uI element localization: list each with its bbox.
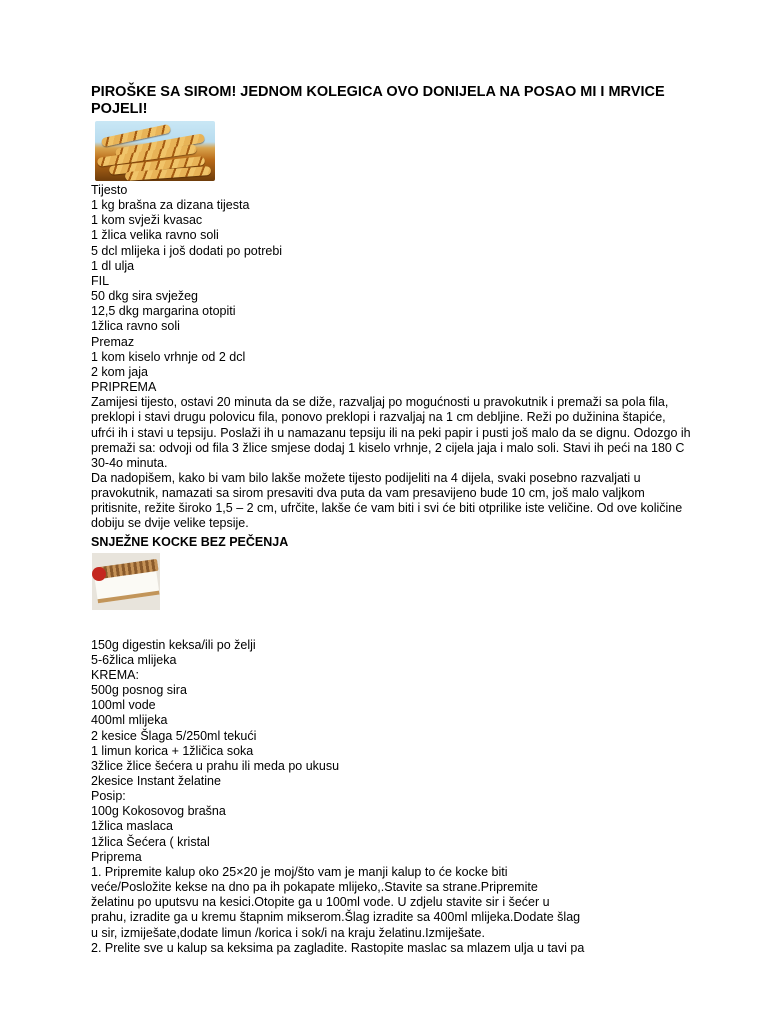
- ingredients-list-2: [91, 638, 691, 865]
- ingredient-line: 3žlice žlice šećera u prahu ili meda po ukusu: [91, 758, 340, 773]
- ingredient-line: 2kesice Instant želatine: [91, 774, 221, 788]
- section-heading: Premaz: [91, 334, 135, 349]
- ingredient-line: 1žlica maslaca: [91, 819, 173, 834]
- ingredient-line: 1 žlica velika ravno soli: [91, 228, 219, 243]
- preparation-paragraph: Zamijesi tijesto, ostavi 20 minuta da se diže, razvaljaj po mogućnosti u pravokutnik i premaži sa pola fila, preklopi i stavi drugu polovicu fila, ponovo preklopi i razvaljaj na 1 cm debljine. Reži po dužinina štapiće, ufrći ih i stavi u tepsiju. Poslaži ih u namazanu tepsiju ili na peki papir i pusti još malo da se dignu. Odozgo ih premaži sa: odvoji od fila 3 žlice smjese dodaj 1 kiselo vrhnje, 2 cijela jaja i malo soli. Stavi ih peći na 180 C 30-4o minuta.: [91, 395, 691, 470]
- section-heading: FIL: [91, 273, 110, 288]
- preparation-steps: [91, 865, 691, 956]
- recipe-title: SNJEŽNE KOCKE BEZ PEČENJA: [91, 534, 289, 549]
- step-line: u sir, izmiješate,dodate limun /korica i sok/i na kraju želatinu.Izmiješate.: [91, 925, 485, 940]
- ingredient-line: 1 kom svježi kvasac: [91, 213, 203, 228]
- ingredient-line: 50 dkg sira svježeg: [91, 289, 199, 304]
- ingredient-line: 100ml vode: [91, 698, 156, 713]
- ingredient-line: 150g digestin keksa/ili po želji: [91, 637, 256, 652]
- section-heading: Priprema: [91, 849, 142, 864]
- section-heading: PRIPREMA: [91, 380, 157, 395]
- ingredient-line: 2 kesice Šlaga 5/250ml tekući: [91, 728, 257, 743]
- ingredient-line: 5-6žlica mlijeka: [91, 652, 177, 667]
- ingredient-line: 400ml mlijeka: [91, 713, 168, 728]
- piroske-photo: [95, 121, 215, 181]
- ingredient-line: 1žlica Šećera ( kristal: [91, 834, 210, 849]
- step-line: prahu, izradite ga u kremu štapnim mikserom.Šlag izradite sa 400ml mlijeka.Dodate šlag: [91, 910, 581, 925]
- ingredient-line: 5 dcl mlijeka i još dodati po potrebi: [91, 243, 283, 258]
- ingredient-line: 100g Kokosovog brašna: [91, 804, 226, 819]
- ingredient-line: 2 kom jaja: [91, 364, 148, 379]
- document-page: [91, 84, 691, 956]
- recipe-title: PIROŠKE SA SIROM! JEDNOM KOLEGICA OVO DONIJELA NA POSAO MI I MRVICE POJELI!: [91, 84, 665, 117]
- step-line: 2. Prelite sve u kalup sa keksima pa zagladite. Rastopite maslac sa mlazem ulja u tavi pa: [91, 940, 585, 955]
- ingredient-line: 1 limun korica + 1žličica soka: [91, 743, 254, 758]
- step-line: 1. Pripremite kalup oko 25×20 je moj/što vam je manji kalup to će kocke biti: [91, 864, 508, 879]
- ingredient-line: 12,5 dkg margarina otopiti: [91, 304, 236, 319]
- ingredient-line: 1 kg brašna za dizana tijesta: [91, 198, 250, 213]
- step-line: želatinu po uputsvu na kesici.Otopite ga u 100ml vode. U zdjelu stavite sir i šećer u: [91, 895, 550, 910]
- section-heading: Posip:: [91, 789, 126, 804]
- ingredient-line: 1žlica ravno soli: [91, 319, 180, 334]
- section-heading: KREMA:: [91, 667, 139, 682]
- step-line: veće/Posložite kekse na dno pa ih pokapate mlijeko,.Stavite sa strane.Pripremite: [91, 880, 538, 895]
- ingredient-line: 1 kom kiselo vrhnje od 2 dcl: [91, 349, 246, 364]
- ingredient-line: Tijesto: [91, 183, 128, 197]
- ingredient-line: 500g posnog sira: [91, 683, 187, 698]
- ingredient-line: 1 dl ulja: [91, 258, 135, 273]
- ingredients-list-1: [91, 183, 691, 395]
- snjezne-kocke-photo: [92, 553, 160, 610]
- note-paragraph: Da nadopišem, kako bi vam bilo lakše možete tijesto podijeliti na 4 dijela, svaki posebno razvaljati u pravokutnik, namazati sa sirom presaviti dva puta da vam presavijeno bude 10 cm, još malo valjkom pritisnite, režite široko 1,5 – 2 cm, ufrčite, lakše će vam biti i svi će biti otprilike iste veličine. Od ove količine dobiju se dvije velike tepsije.: [91, 470, 683, 531]
